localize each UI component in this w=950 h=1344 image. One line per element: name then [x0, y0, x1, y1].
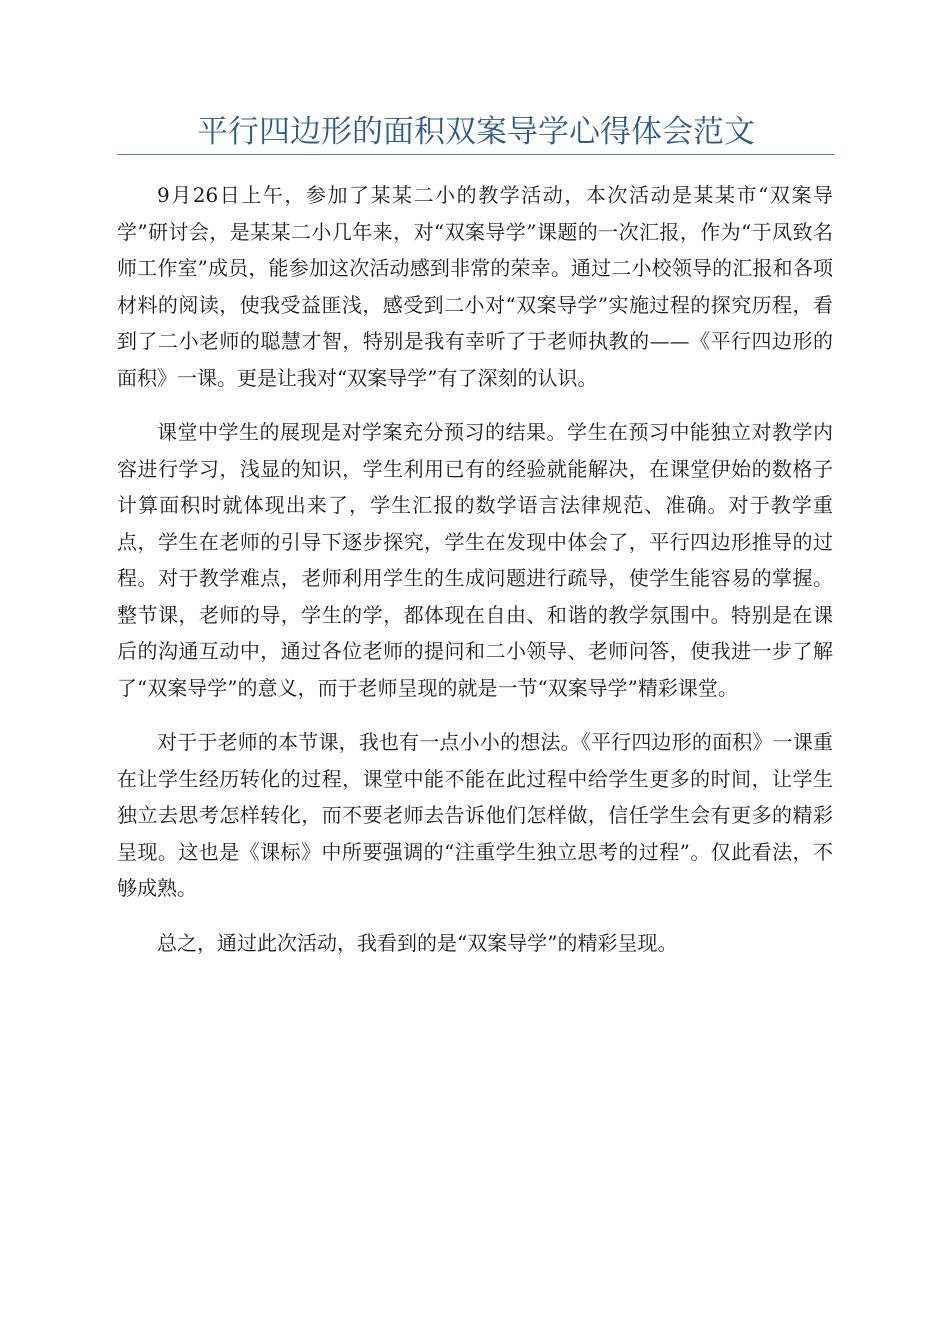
paragraph-4: 总之，通过此次活动，我看到的是“双案导学”的精彩呈现。 — [157, 930, 678, 955]
document-body — [117, 177, 833, 979]
title-underline — [117, 154, 835, 155]
paragraph-2: 课堂中学生的展现是对学案充分预习的结果。学生在预习中能独立对教学内容进行学习，浅显的知识，学生利用已有的经验就能解决，在课堂伊始的数格子计算面积时就体现出来了，学生汇报的数学语言法律规范、准确。对于教学重点，学生在老师的引导下逐步探究，学生在发现中体会了，平行四边形推导的过程。对于教学难点，老师利用学生的生成问题进行疏导，使学生能容易的掌握。整节课，老师的导，学生的学，都体现在自由、和谐的教学氛围中。特别是在课后的沟通互动中，通过各位老师的提问和二小领导、老师问答，使我进一步了解了“双案导学”的意义，而于老师呈现的就是一节“双案导学”精彩课堂。 — [117, 420, 833, 700]
document-title: 平行四边形的面积双案导学心得体会范文 — [197, 114, 755, 150]
paragraph-1: 9月26日上午，参加了某某二小的教学活动，本次活动是某某市“双案导学”研讨会，是某某二小几年来，对“双案导学”课题的一次汇报，作为“于凤致名师工作室”成员，能参加这次活动感到非常的荣幸。通过二小校领导的汇报和各项材料的阅读，使我受益匪浅，感受到二小对“双案导学”实施过程的探究历程，看到了二小老师的聪慧才智，特别是我有幸听了于老师执教的——《平行四边形的面积》一课。更是让我对“双案导学”有了深刻的认识。 — [117, 183, 833, 390]
paragraph-3: 对于于老师的本节课，我也有一点小小的想法。《平行四边形的面积》一课重在让学生经历转化的过程，课堂中能不能在此过程中给学生更多的时间，让学生独立去思考怎样转化，而不要老师去告诉他们怎样做，信任学生会有更多的精彩呈现。这也是《课标》中所要强调的“注重学生独立思考的过程”。仅此看法，不够成熟。 — [117, 730, 833, 900]
